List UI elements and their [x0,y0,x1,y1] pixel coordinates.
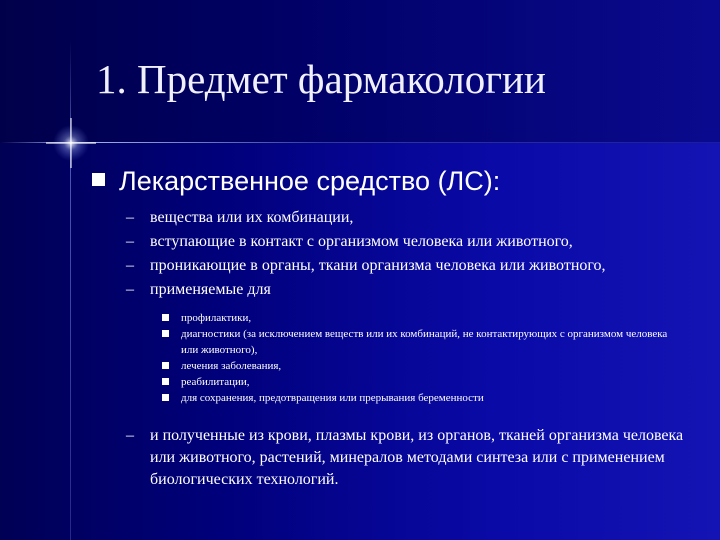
sub-list-item-text: лечения заболевания, [181,360,282,372]
dash-marker: – [126,233,134,250]
sub-list-item [162,358,682,374]
list-item [126,230,606,254]
sub-list-item-text: диагностики (за исключением веществ или их комбинаций, не контактирующих с организмом человека или животного), [181,328,668,356]
main-bullet-item [92,166,500,197]
dash-marker: – [126,209,134,226]
sub-list-item-text: реабилитации, [181,376,250,388]
square-bullet-icon [162,314,169,321]
sub-list-item-text: для сохранения, предотвращения или прерывания беременности [181,392,484,404]
square-bullet-icon [162,330,169,337]
list-item-text: вступающие в контакт с организмом человека или животного, [150,233,573,250]
sub-list [162,310,682,406]
sub-list-item [162,326,682,358]
list-item-text: применяемые для [150,281,271,298]
dash-list [126,206,606,302]
square-bullet-icon [162,394,169,401]
decorative-horizontal-line [0,142,720,143]
dash-marker: – [126,257,134,274]
sub-list-item-text: профилактики, [181,312,252,324]
list-item [126,278,606,302]
list-item [126,206,606,230]
main-bullet-text: Лекарственное средство (ЛС): [119,166,501,196]
slide-title: 1. Предмет фармакологии [96,56,546,102]
final-list-item-text: и полученные из крови, плазмы крови, из органов, тканей организма человека или животного, растений, минералов методами синтеза или с применением биологических технологий. [150,427,684,488]
sub-list-item [162,390,682,406]
sub-list-item [162,310,682,326]
sub-list-item [162,374,682,390]
list-item [126,254,606,278]
list-item-text: вещества или их комбинации, [150,209,354,226]
square-bullet-icon [162,362,169,369]
square-bullet-icon [92,173,105,186]
list-item-text: проникающие в органы, ткани организма человека или животного, [150,257,606,274]
dash-marker: – [126,427,134,444]
final-list-item [126,425,710,491]
dash-marker: – [126,281,134,298]
square-bullet-icon [162,378,169,385]
sparkle-icon [44,116,98,170]
decorative-vertical-line [70,40,71,540]
